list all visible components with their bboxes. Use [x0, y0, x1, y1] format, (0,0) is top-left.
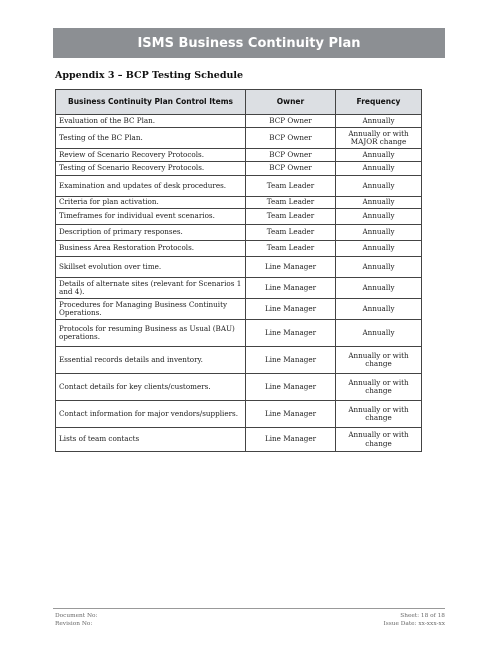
frequency-cell: Annually	[336, 257, 422, 278]
frequency-cell: Annually	[336, 241, 422, 257]
frequency-cell: Annually	[336, 278, 422, 299]
owner-cell: Line Manager	[246, 347, 336, 374]
frequency-cell: Annually	[336, 320, 422, 347]
owner-cell: Line Manager	[246, 401, 336, 428]
table-row	[56, 299, 422, 320]
table-row	[56, 149, 422, 162]
control-item-cell: Description of primary responses.	[56, 225, 246, 241]
frequency-cell: Annually	[336, 225, 422, 241]
frequency-cell: Annually or with change	[336, 401, 422, 428]
table-row	[56, 428, 422, 452]
control-item-cell: Criteria for plan activation.	[56, 197, 246, 209]
table-row	[56, 128, 422, 149]
table-row	[56, 401, 422, 428]
frequency-cell: Annually or with change	[336, 428, 422, 452]
document-title: ISMS Business Continuity Plan	[137, 35, 361, 51]
owner-cell: BCP Owner	[246, 149, 336, 162]
owner-cell: Team Leader	[246, 209, 336, 225]
frequency-cell: Annually	[336, 197, 422, 209]
owner-cell: BCP Owner	[246, 115, 336, 128]
control-item-cell: Contact information for major vendors/suppliers.	[56, 401, 246, 428]
frequency-cell: Annually	[336, 176, 422, 197]
owner-cell: Team Leader	[246, 176, 336, 197]
control-item-cell: Review of Scenario Recovery Protocols.	[56, 149, 246, 162]
frequency-cell: Annually	[336, 115, 422, 128]
table-row	[56, 257, 422, 278]
owner-cell: Line Manager	[246, 257, 336, 278]
control-item-cell: Procedures for Managing Business Continuity Operations.	[56, 299, 246, 320]
control-item-cell: Contact details for key clients/customers.	[56, 374, 246, 401]
revision-number-label: Revision No:	[55, 621, 93, 627]
control-item-cell: Protocols for resuming Business as Usual (BAU) operations.	[56, 320, 246, 347]
document-header-banner	[53, 28, 445, 58]
owner-cell: Team Leader	[246, 225, 336, 241]
control-item-cell: Details of alternate sites (relevant for Scenarios 1 and 4).	[56, 278, 246, 299]
owner-cell: BCP Owner	[246, 162, 336, 176]
table-row	[56, 320, 422, 347]
footer-left	[55, 612, 97, 628]
footer-right	[383, 612, 445, 628]
owner-cell: Team Leader	[246, 197, 336, 209]
owner-cell: Line Manager	[246, 374, 336, 401]
frequency-cell: Annually	[336, 209, 422, 225]
document-number-label: Document No:	[55, 613, 98, 619]
sheet-number: Sheet: 18 of 18	[400, 613, 445, 619]
table-row	[56, 209, 422, 225]
frequency-cell: Annually or with change	[336, 347, 422, 374]
owner-cell: Line Manager	[246, 428, 336, 452]
control-item-cell: Timeframes for individual event scenarios.	[56, 209, 246, 225]
table-row	[56, 241, 422, 257]
table-row	[56, 374, 422, 401]
frequency-cell: Annually or with MAJOR change	[336, 128, 422, 149]
section-title: Appendix 3 – BCP Testing Schedule	[55, 70, 244, 81]
control-item-cell: Essential records details and inventory.	[56, 347, 246, 374]
frequency-cell: Annually	[336, 162, 422, 176]
control-item-cell: Skillset evolution over time.	[56, 257, 246, 278]
control-item-cell: Testing of the BC Plan.	[56, 128, 246, 149]
table-row	[56, 115, 422, 128]
table-row	[56, 176, 422, 197]
frequency-cell: Annually	[336, 149, 422, 162]
owner-cell: Team Leader	[246, 241, 336, 257]
control-item-cell: Examination and updates of desk procedures.	[56, 176, 246, 197]
table-header-row	[56, 90, 422, 115]
table-row	[56, 278, 422, 299]
frequency-cell: Annually or with change	[336, 374, 422, 401]
column-header-frequency: Frequency	[336, 90, 422, 115]
column-header-control-items: Business Continuity Plan Control Items	[56, 90, 246, 115]
control-item-cell: Business Area Restoration Protocols.	[56, 241, 246, 257]
bcp-testing-schedule-table	[55, 89, 422, 452]
table-row	[56, 347, 422, 374]
owner-cell: Line Manager	[246, 278, 336, 299]
issue-date: Issue Date: xx-xxx-xx	[383, 621, 445, 627]
frequency-cell: Annually	[336, 299, 422, 320]
control-item-cell: Testing of Scenario Recovery Protocols.	[56, 162, 246, 176]
column-header-owner: Owner	[246, 90, 336, 115]
footer-divider	[53, 608, 445, 609]
table-row	[56, 162, 422, 176]
table-row	[56, 197, 422, 209]
control-item-cell: Evaluation of the BC Plan.	[56, 115, 246, 128]
control-item-cell: Lists of team contacts	[56, 428, 246, 452]
table-row	[56, 225, 422, 241]
owner-cell: Line Manager	[246, 320, 336, 347]
owner-cell: Line Manager	[246, 299, 336, 320]
owner-cell: BCP Owner	[246, 128, 336, 149]
